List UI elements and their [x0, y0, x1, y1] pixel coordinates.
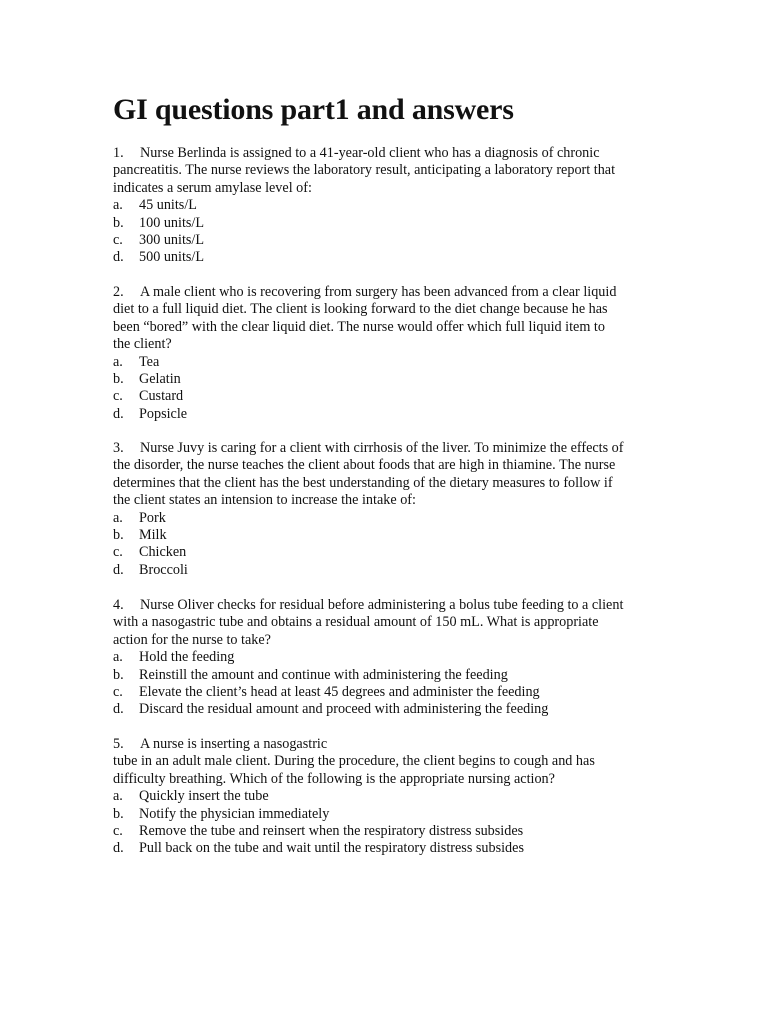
- option-letter: b.: [113, 805, 124, 822]
- option-text: Elevate the client’s head at least 45 degrees and administer the feeding: [139, 684, 540, 701]
- stem-line: the client states an intension to increase the intake of:: [113, 492, 416, 509]
- answer-option: [113, 649, 673, 666]
- option-text: 300 units/L: [139, 232, 205, 249]
- answer-option: [113, 840, 673, 857]
- answer-option: [113, 388, 673, 405]
- answer-option: [113, 684, 673, 701]
- option-text: 500 units/L: [139, 249, 205, 266]
- option-letter: b.: [113, 527, 124, 544]
- stem-line: with a nasogastric tube and obtains a residual amount of 150 mL. What is appropriate: [113, 614, 599, 631]
- option-text: Hold the feeding: [139, 649, 235, 666]
- stem-line: indicates a serum amylase level of:: [113, 179, 312, 196]
- option-letter: a.: [113, 353, 123, 370]
- option-text: Tea: [139, 353, 160, 370]
- answer-option: [113, 823, 673, 840]
- option-letter: b.: [113, 666, 124, 683]
- option-letter: a.: [113, 649, 123, 666]
- question-number: 5.: [113, 736, 124, 752]
- option-letter: b.: [113, 214, 124, 231]
- option-text: Gelatin: [139, 371, 181, 388]
- answer-options: [113, 510, 673, 580]
- question-1: [113, 145, 673, 267]
- answer-option: [113, 510, 673, 527]
- option-text: Discard the residual amount and proceed with administering the feeding: [139, 701, 549, 718]
- option-letter: a.: [113, 788, 123, 805]
- option-letter: a.: [113, 509, 123, 526]
- answer-option: [113, 197, 673, 214]
- option-text: Pork: [139, 509, 166, 526]
- option-letter: a.: [113, 197, 123, 214]
- answer-option: [113, 562, 673, 579]
- option-letter: c.: [113, 232, 123, 249]
- option-letter: c.: [113, 684, 123, 701]
- option-letter: d.: [113, 701, 124, 718]
- option-text: Remove the tube and reinsert when the respiratory distress subsides: [139, 823, 524, 840]
- question-stem: [113, 440, 673, 510]
- stem-line: the client?: [113, 336, 172, 353]
- answer-option: [113, 701, 673, 718]
- question-2: [113, 284, 673, 423]
- stem-line: pancreatitis. The nurse reviews the laboratory result, anticipating a laboratory report that: [113, 162, 616, 179]
- option-letter: d.: [113, 561, 124, 578]
- stem-line: diet to a full liquid diet. The client is looking forward to the diet change because he has: [113, 301, 608, 318]
- answer-options: [113, 649, 673, 719]
- stem-line: difficulty breathing. Which of the following is the appropriate nursing action?: [113, 770, 555, 787]
- option-text: Reinstill the amount and continue with administering the feeding: [139, 666, 508, 683]
- question-stem: [113, 145, 673, 197]
- option-text: Chicken: [139, 544, 187, 561]
- answer-option: [113, 249, 673, 266]
- option-letter: c.: [113, 823, 123, 840]
- answer-options: [113, 197, 673, 267]
- stem-line: Nurse Berlinda is assigned to a 41-year-old client who has a diagnosis of chronic: [140, 145, 600, 161]
- answer-option: [113, 232, 673, 249]
- document-title: GI questions part1 and answers: [113, 93, 514, 126]
- option-letter: d.: [113, 405, 124, 422]
- answer-option: [113, 215, 673, 232]
- question-number: 2.: [113, 284, 124, 300]
- option-letter: b.: [113, 371, 124, 388]
- option-text: Milk: [139, 527, 167, 544]
- option-text: Custard: [139, 388, 184, 405]
- stem-line: tube in an adult male client. During the procedure, the client begins to cough and has: [113, 753, 595, 770]
- stem-line: the disorder, the nurse teaches the client about foods that are high in thiamine. The nurse: [113, 457, 616, 474]
- option-text: Broccoli: [139, 561, 188, 578]
- option-letter: c.: [113, 388, 123, 405]
- answer-option: [113, 354, 673, 371]
- stem-line: A nurse is inserting a nasogastric: [140, 736, 328, 752]
- answer-option: [113, 527, 673, 544]
- stem-line: determines that the client has the best understanding of the dietary measures to follow if: [113, 474, 613, 491]
- question-number: 3.: [113, 440, 124, 456]
- option-text: 100 units/L: [139, 214, 205, 231]
- answer-option: [113, 806, 673, 823]
- answer-option: [113, 406, 673, 423]
- answer-option: [113, 544, 673, 561]
- answer-option: [113, 667, 673, 684]
- stem-line: been “bored” with the clear liquid diet. The nurse would offer which full liquid item to: [113, 318, 605, 335]
- question-stem: [113, 736, 673, 788]
- question-stem: [113, 597, 673, 649]
- question-5: [113, 736, 673, 858]
- option-letter: d.: [113, 840, 124, 857]
- option-text: Quickly insert the tube: [139, 788, 269, 805]
- option-letter: c.: [113, 544, 123, 561]
- stem-line: Nurse Oliver checks for residual before administering a bolus tube feeding to a client: [140, 597, 624, 613]
- option-text: Popsicle: [139, 405, 188, 422]
- option-letter: d.: [113, 249, 124, 266]
- stem-line: action for the nurse to take?: [113, 631, 271, 648]
- question-number: 4.: [113, 597, 124, 613]
- question-3: [113, 440, 673, 579]
- question-number: 1.: [113, 145, 124, 161]
- answer-options: [113, 788, 673, 858]
- question-stem: [113, 284, 673, 354]
- answer-option: [113, 788, 673, 805]
- option-text: Notify the physician immediately: [139, 805, 330, 822]
- answer-options: [113, 354, 673, 424]
- answer-option: [113, 371, 673, 388]
- option-text: 45 units/L: [139, 197, 197, 214]
- question-4: [113, 597, 673, 719]
- option-text: Pull back on the tube and wait until the respiratory distress subsides: [139, 840, 524, 857]
- stem-line: Nurse Juvy is caring for a client with cirrhosis of the liver. To minimize the effects of: [140, 440, 624, 456]
- stem-line: A male client who is recovering from surgery has been advanced from a clear liquid: [140, 284, 617, 300]
